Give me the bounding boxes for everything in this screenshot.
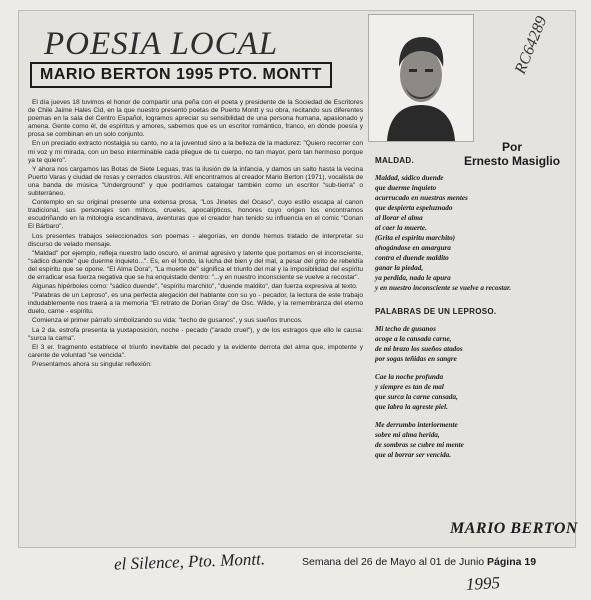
poet-signature: MARIO BERTON [450, 520, 578, 537]
poem-line: contra el duende maldito [375, 254, 449, 262]
poem-line: acoge a la cansada carne, [375, 335, 452, 343]
poem-line: de mi brazo los sueños atados [375, 345, 463, 353]
poem-line: que al borrar ser vencida. [375, 451, 452, 459]
handwritten-year: 1995 [465, 573, 501, 594]
poem-line: Cae la noche profunda [375, 373, 444, 381]
page-footer [302, 556, 536, 568]
poem-title: MALDAD. [375, 156, 414, 165]
poem-line: (Grita el espíritu marchito) [375, 234, 456, 242]
poems-column [375, 156, 571, 468]
article-paragraph: Contemplo en su original presente una extensa prosa, "Los Jinetes del Ocaso", cuyo estilo escapa al canon tradicional, sus personajes son míticos, crueles, apocalípticos, honores cuyo origen los encontramos escudriñando en la mitología escandinava, aventuras que el creador han tenido su influencia en el comic "Conan El Bárbaro". [28, 199, 363, 231]
footer-page-number: Página 19 [487, 556, 537, 568]
article-paragraph: En un preciado extracto nostalgia su canto, no a la juventud sino a la belleza de la madurez: "Quiero recorrer con mi voz y mi mirada, con un beso interminable cada pliegue de tu cuerpo, no tan mayor, pero tan hermoso porque ya te quiero". [28, 140, 363, 164]
article-paragraph: Los presentes trabajos seleccionados son poemas - alegorías, en donde hemos tratado de interpretar su discurso de velado mensaje. [28, 232, 363, 248]
poem-line: por sogas teñidas en sangre [375, 355, 457, 363]
poem-line: Maldad, sádico duende [375, 174, 444, 182]
poem-line: y siempre es tan de mal [375, 383, 444, 391]
poem-line: que labra la agreste piel. [375, 403, 448, 411]
poem-line: que despierta espeluznado [375, 204, 453, 212]
poem-line: ahogándose en amargura [375, 244, 451, 252]
byline-prefix: Por [502, 140, 523, 154]
poem-line: al caer la muerte. [375, 224, 427, 232]
poem-line: que surca la carne cansada, [375, 393, 458, 401]
poem-line: de sombras se cubre mi mente [375, 441, 464, 449]
article-paragraph: Y ahora nos cargamos las Botas de Siete Leguas, tras la ilusión de la infancia, y damos un salto hasta la vecina Puerto Varas y ciudad de rosas y cerrados claustros. Allí encontramos al creador Mario Berton (1971), vocalista de una banda de música "Underground" y que podríamos catalogar también como un escritor "sub-tierra" o subterráneo. [28, 165, 363, 198]
article-paragraph: Presentamos ahora su singular reflexión: [32, 360, 152, 368]
poem-line: Me derrumbo interiormente [375, 421, 458, 429]
archive-stamp: RC64289 [512, 13, 551, 77]
byline-author: Ernesto Masiglio [464, 154, 561, 168]
article-body [28, 99, 363, 370]
poem-line: sobre mi alma herida, [375, 431, 440, 439]
poem-stanza [375, 324, 571, 364]
portrait-image [369, 15, 473, 141]
article-paragraph: "Maldad" por ejemplo, refleja nuestro lado oscuro, el animal agresivo y latente que portamos en el inconsciente, "sádico duende" que duerme inquieto...". Es, en el fondo, la lucha del bien y del mal, a pesar del grito de rebeldía del espíritu que se opone. "El Alma Dora", "La muerte de" significa el triunfo del mal y la imposibilidad del espíritu de erradicar esa fuerza negativa que se ha enquistado dentro: "...y en nuestro inconsciente se vuelve a recostar". [28, 249, 363, 281]
poem-line: y en nuestro inconsciente se vuelve a recostar. [375, 284, 512, 292]
poem-line: ya perdida, nada le apura [375, 274, 451, 282]
poem-line: al llorar el alma [375, 214, 423, 222]
poem-line: que duerme inquieto [375, 184, 437, 192]
article-headline: MARIO BERTON 1995 PTO. MONTT [30, 62, 332, 88]
poem-title: PALABRAS DE UN LEPROSO. [375, 307, 497, 316]
poem-line: acurrucado en nuestras mentes [375, 194, 468, 202]
author-photo [368, 14, 474, 142]
poem-stanza [375, 420, 571, 460]
section-title: POESIA LOCAL [44, 26, 279, 62]
footer-date-range: Semana del 26 de Mayo al 01 de Junio [302, 556, 485, 568]
poem-stanza [375, 173, 571, 293]
article-paragraph: El día jueves 18 tuvimos el honor de compartir una peña con el poeta y presidente de la Sociedad de Escritores de Chile Jaime Hales Cid, en la que nuestro presentó poetas de Puerto Montt y su obra, recitando sus diferentes poemas en la sala del Centro Español, logramos apreciar su sensibilidad de una persona humana, apasionado y amena. Gente como él, de espíritus y amores, sabemos que es un escritor romántico, franco, en dónde poesía y prosa se combinan en un solo conjunto. [28, 99, 363, 139]
article-paragraph: El 3 er. fragmento establece el triunfo inevitable del pecado y la evidente derrota del alma que, impotente y carente de voluntad "se vencida". [28, 343, 363, 359]
article-paragraph: "Palabras de un Leproso", es una perfecta alegación del hablante con su yo - pecador, la lectura de este trabajo indudablemente nos traerá a la memoria "El retrato de Dorian Gray" de Osc. Wilde, y la remembranza del eterno duelo, carne - espíritu. [28, 292, 363, 316]
article-paragraph: La 2 da. estrofa presenta la yuxtaposición, noche - pecado ("arado cruel"), y de los estragos que ello le causa: "surca la cama". [28, 326, 363, 342]
poem-line: ganar la piedad, [375, 264, 424, 272]
article-paragraph: Algunas hipérboles como: "sádico duende", "espíritu marchito", "duende maldito", dan fuerza expresiva al texto. [32, 283, 358, 291]
poem-line: Mi techo de gusanos [375, 325, 436, 333]
poem-stanza [375, 372, 571, 412]
handwritten-source-note: el Silence, Pto. Montt. [113, 549, 266, 574]
article-paragraph: Comienza el primer párrafo simbolizando su vida: "techo de gusanos", y sus sueños truncos. [32, 317, 303, 325]
